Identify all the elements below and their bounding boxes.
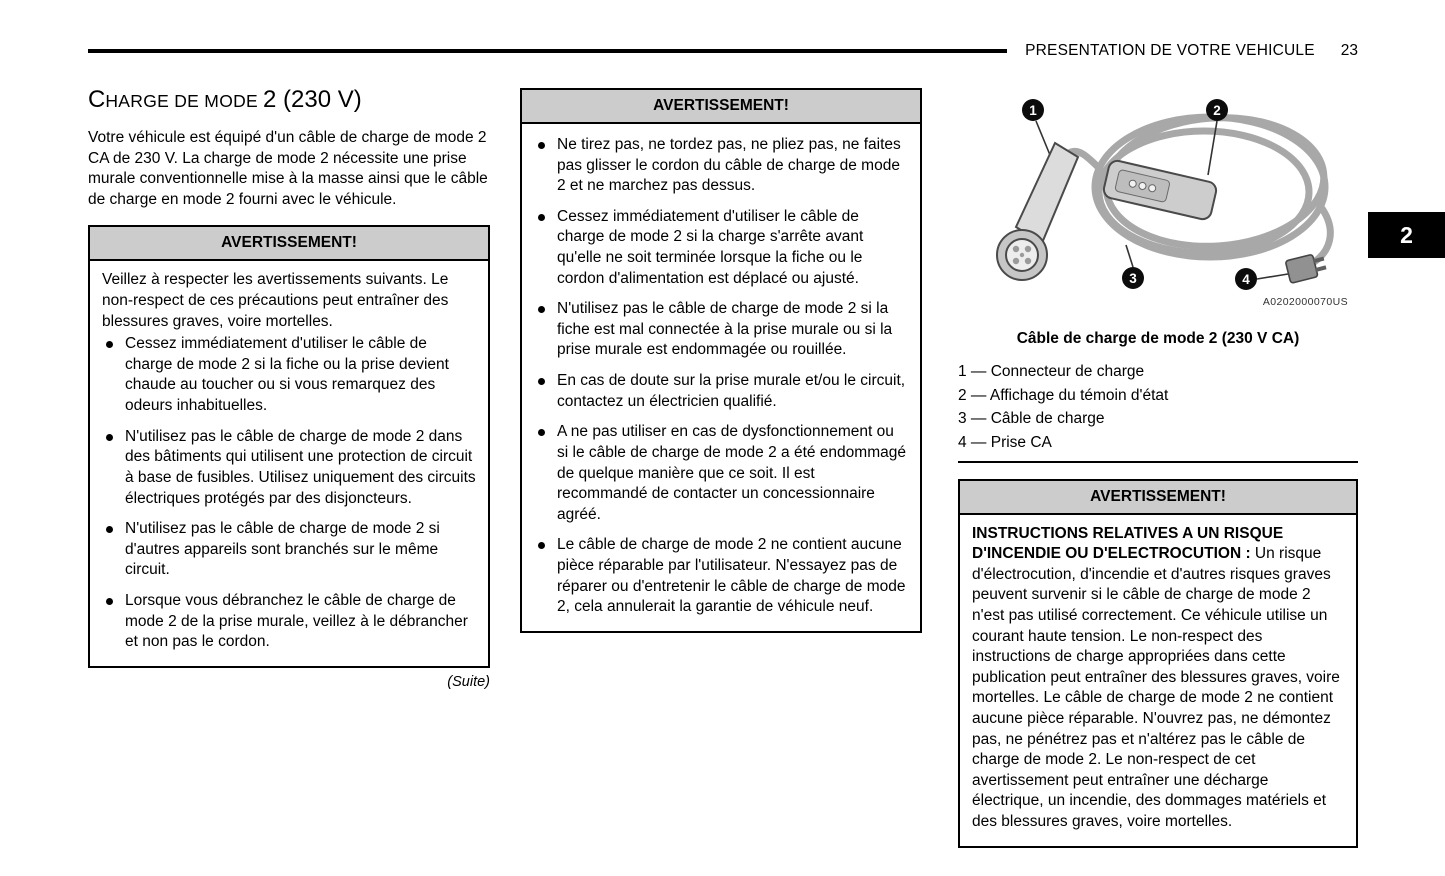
figure-callout-2: 2: [1206, 99, 1228, 121]
legend-item: 4 — Prise CA: [958, 433, 1052, 451]
page-number: 23: [1340, 42, 1358, 59]
warning-header: AVERTISSEMENT!: [960, 481, 1356, 515]
warning-header: AVERTISSEMENT!: [522, 90, 920, 124]
cable-figure: [958, 95, 1358, 321]
warning-paragraph: [972, 524, 1344, 833]
page-header: [88, 42, 1358, 60]
warning-header: AVERTISSEMENT!: [90, 227, 488, 261]
legend-item: 2 — Affichage du témoin d'état: [958, 386, 1169, 404]
warning-item: Lorsque vous débranchez le câble de charge de mode 2 de la prise murale, veillez à le débrancher et non pas le cordon.: [102, 591, 476, 653]
running-header-title: PRESENTATION DE VOTRE VEHICULE: [1025, 42, 1315, 59]
warning-box-right: [958, 479, 1358, 848]
header-rule: [88, 49, 1007, 53]
warning-item: N'utilisez pas le câble de charge de mode 2 dans des bâtiments qui utilisent une protection de circuit à base de fusibles. Utilisez uniquement des circuits électriques protégés par des disjoncteurs.: [102, 427, 476, 509]
warning-item: Cessez immédiatement d'utiliser le câble de charge de mode 2 si la charge s'arrête avant qu'elle ne soit terminée lorsque la fiche ou le cordon d'alimentation est déplacé ou ajusté.: [534, 207, 908, 289]
warning-intro: Veillez à respecter les avertissements suivants. Le non-respect de ces précautions peut entraîner des blessures graves, voire mortelles.: [102, 271, 449, 330]
warning-lead: INSTRUCTIONS RELATIVES A UN RISQUE D'INCENDIE OU D'ELECTROCUTION :: [972, 524, 1284, 563]
warning-item: Ne tirez pas, ne tordez pas, ne pliez pas, ne faites pas glisser le cordon du câble de charge de mode 2 et ne marchez pas dessus.: [534, 135, 908, 197]
warning-box-middle: [520, 88, 922, 633]
section-title-initial: C: [88, 86, 106, 113]
figure-watermark: A0202000070US: [1262, 296, 1348, 308]
middle-column: [520, 88, 922, 633]
figure-callout-3: 3: [1122, 267, 1144, 289]
section-title-smallcaps: HARGE DE MODE: [105, 91, 259, 111]
warning-item: A ne pas utiliser en cas de dysfonctionnement ou si le câble de charge de mode 2 a été endommagé de quelque manière que ce soit. Il est recommandé de contacter un concessionnaire agréé.: [534, 422, 908, 525]
section-title: [88, 86, 490, 114]
legend-item: 1 — Connecteur de charge: [958, 363, 1145, 380]
right-column: [958, 88, 1358, 848]
warning-body: [522, 124, 920, 631]
figure-caption: Câble de charge de mode 2 (230 V CA): [1016, 330, 1300, 347]
warning-box-left: [88, 225, 490, 667]
section-title-rest: 2 (230 V): [263, 86, 362, 113]
legend-item: 3 — Câble de charge: [958, 410, 1105, 427]
figure-callout-1: 1: [1022, 99, 1044, 121]
warning-item: Le câble de charge de mode 2 ne contient aucune pièce réparable par l'utilisateur. N'essayez pas de réparer ou d'entretenir le câble de charge de mode 2, cela annulerait la garantie de véhicule neuf.: [534, 535, 908, 617]
charge-cable-illustration-icon: [958, 95, 1358, 321]
charge-connector-graphic: [997, 143, 1078, 280]
warning-list: [534, 135, 908, 618]
warning-item: Cessez immédiatement d'utiliser le câble de charge de mode 2 si la fiche ou la prise devient chaude au toucher ou si vous remarquez des odeurs inhabituelles.: [102, 334, 476, 416]
continuation-note: (Suite): [447, 673, 490, 690]
warning-list: [102, 334, 476, 653]
warning-item: En cas de doute sur la prise murale et/ou le circuit, contactez un électricien qualifié.: [534, 371, 908, 412]
figure-legend: [958, 363, 1358, 452]
warning-item: N'utilisez pas le câble de charge de mode 2 si d'autres appareils sont branchés sur le même circuit.: [102, 519, 476, 581]
warning-body: [960, 515, 1356, 846]
warning-body: [90, 261, 488, 665]
warning-text: Un risque d'électrocution, d'incendie et d'autres risques graves peuvent survenir si le câble de charge de mode 2 n'est pas utilisé correctement. Ce véhicule utilise un courant haute tension. Le non-respect des instructions de charge appropriées dans cette publication peut entraîner des blessures graves, voire mortelles. Le câble de charge de mode 2 ne contient aucune pièce réparable. N'ouvrez pas, ne démontez pas, ne pénétrez pas et n'altérez pas le câble de charge de mode 2. Le non-respect de cet avertissement peut entraîner une décharge électrique, un incendie, des dommages matériels et des blessures graves, voire mortelles.: [972, 545, 1340, 831]
chapter-tab: 2: [1368, 212, 1445, 258]
left-column: [88, 86, 490, 690]
warning-item: N'utilisez pas le câble de charge de mode 2 si la fiche est mal connectée à la prise murale ou si la prise murale est endommagée ou rouillée.: [534, 299, 908, 361]
status-indicator-graphic: [1102, 159, 1218, 221]
section-divider: [958, 461, 1358, 463]
figure-callout-4: 4: [1235, 268, 1257, 290]
intro-paragraph: Votre véhicule est équipé d'un câble de charge de mode 2 CA de 230 V. La charge de mode 2 nécessite une prise murale conventionnelle mise à la masse ainsi que le câble de charge en mode 2 fourni avec le véhicule.: [88, 129, 488, 208]
